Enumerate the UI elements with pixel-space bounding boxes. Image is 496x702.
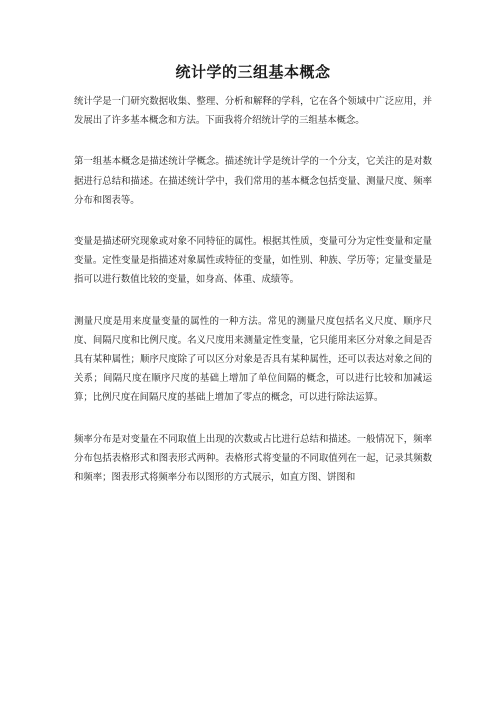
paragraph-frequency-distribution: 频率分布是对变量在不同取值上出现的次数或占比进行总结和描述。一般情况下，频率分布包括表格形式和图表形式两种。表格形式将变量的不同取值列在一起，记录其频数和频率；图表形式将频率分布以图形的方式展示，如直方图、饼图和 <box>74 433 432 484</box>
paragraph-intro: 统计学是一门研究数据收集、整理、分析和解释的学科，它在各个领域中广泛应用，并发展出了许多基本概念和方法。下面我将介绍统计学的三组基本概念。 <box>74 96 432 127</box>
paragraph-descriptive-statistics: 第一组基本概念是描述统计学概念。描述统计学是统计学的一个分支，它关注的是对数据进行总结和描述。在描述统计学中，我们常用的基本概念包括变量、测量尺度、频率分布和图表等。 <box>74 156 432 206</box>
paragraph-variables: 变量是描述研究现象或对象不同特征的属性。根据其性质，变量可分为定性变量和定量变量。定性变量是指描述对象属性或特征的变量，如性别、种族、学历等；定量变量是指可以进行数值比较的变量，如身高、体重、成绩等。 <box>74 236 432 286</box>
paragraph-measurement-scales: 测量尺度是用来度量变量的属性的一种方法。常见的测量尺度包括名义尺度、顺序尺度、间隔尺度和比例尺度。名义尺度用来测量定性变量，它只能用来区分对象之间是否具有某种属性；顺序尺度除了可以区分对象是否具有某种属性，还可以表达对象之间的关系；间隔尺度在顺序尺度的基础上增加了单位间隔的概念，可以进行比较和加减运算；比例尺度在间隔尺度的基础上增加了零点的概念，可以进行除法运算。 <box>74 315 432 404</box>
document-title: 统计学的三组基本概念 <box>175 63 331 81</box>
